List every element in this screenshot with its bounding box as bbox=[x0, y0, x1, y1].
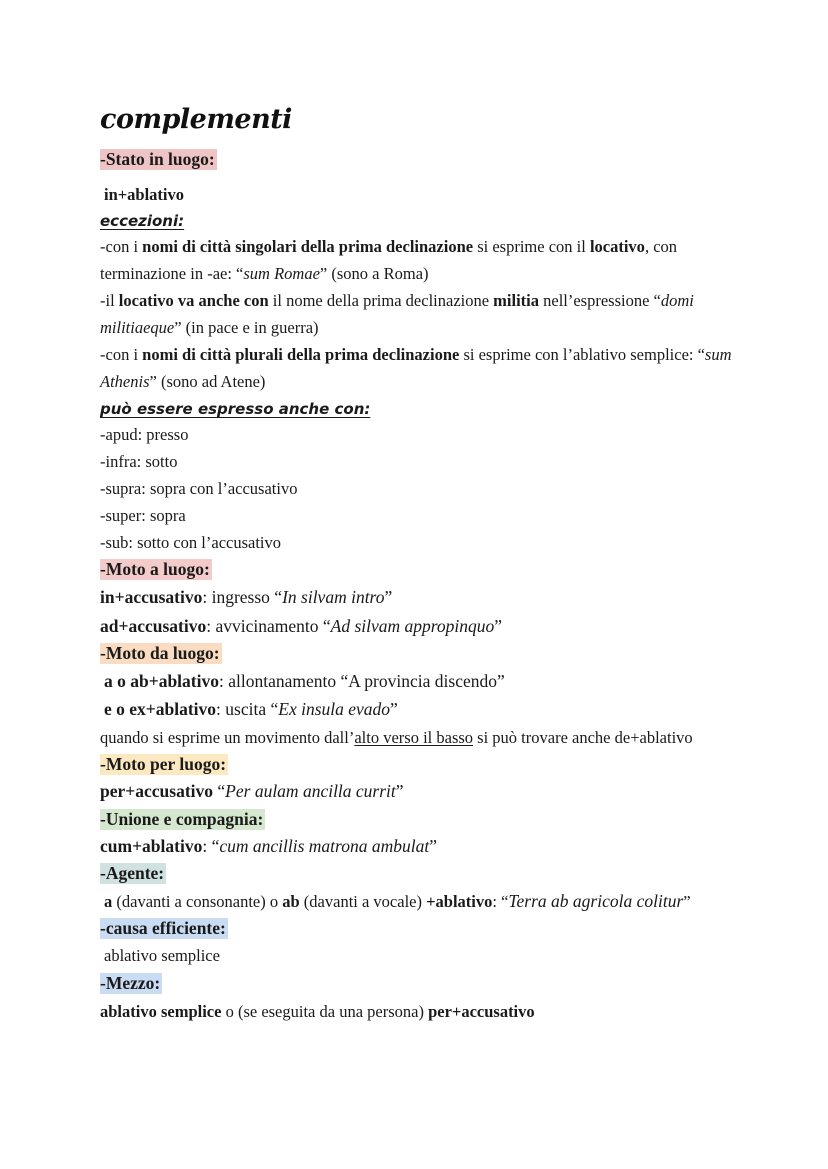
text-span: ” (sono a Roma) bbox=[319, 264, 429, 283]
text-span: : “ bbox=[202, 836, 220, 856]
text-span: +ablativo bbox=[426, 892, 493, 911]
text-span: ” bbox=[384, 587, 393, 607]
text-span: ” (sono ad Atene) bbox=[149, 372, 266, 391]
mezzo-header-label: -Mezzo: bbox=[100, 973, 161, 993]
latin-example: Athenis bbox=[100, 372, 150, 391]
text-span: locativo va anche con bbox=[118, 291, 269, 310]
preposition-item: -apud: presso bbox=[100, 425, 189, 444]
text-span: ad+accusativo bbox=[100, 616, 207, 636]
exception-1-line-2 bbox=[100, 263, 429, 285]
stato-rule bbox=[104, 184, 184, 206]
text-span: nomi di città singolari della prima declinazione bbox=[142, 237, 474, 256]
text-span: in+accusativo bbox=[100, 587, 203, 607]
text-span: ab bbox=[282, 892, 300, 911]
moto-per-header bbox=[100, 753, 228, 776]
text-span: cum+ablativo bbox=[100, 836, 203, 856]
stato-header-label: -Stato in luogo: bbox=[100, 149, 215, 169]
text-span: , con bbox=[644, 237, 678, 256]
text-span: nell’espressione “ bbox=[539, 291, 661, 310]
eccezioni-label bbox=[100, 210, 184, 232]
agente-line-1 bbox=[104, 890, 691, 913]
stato-rule-text: in+ablativo bbox=[104, 185, 185, 204]
anche-label bbox=[100, 398, 370, 420]
mezzo-header bbox=[100, 972, 162, 995]
text-span: o (se eseguita da una persona) bbox=[221, 1002, 429, 1021]
text-span: : uscita “ bbox=[216, 699, 279, 719]
text-span: per+accusativo bbox=[100, 781, 214, 801]
text-span: ” bbox=[494, 616, 503, 636]
exception-3-line-1 bbox=[100, 344, 732, 366]
text-span: -con i bbox=[100, 345, 143, 364]
text-span: “ bbox=[213, 781, 226, 801]
text-span: locativo bbox=[589, 237, 645, 256]
moto-a-line-1 bbox=[100, 586, 392, 608]
page-title: complementi bbox=[100, 104, 292, 135]
exception-2-line-2 bbox=[100, 317, 319, 339]
text-span: ” bbox=[395, 781, 404, 801]
moto-per-header-label: -Moto per luogo: bbox=[100, 754, 227, 774]
latin-example: In silvam intro bbox=[282, 587, 385, 607]
moto-da-header-label: -Moto da luogo: bbox=[100, 643, 220, 663]
moto-per-line-1 bbox=[100, 780, 404, 802]
latin-example: cum ancillis matrona ambulat bbox=[219, 836, 430, 856]
moto-da-line-1 bbox=[104, 670, 505, 692]
agente-header bbox=[100, 862, 166, 885]
latin-example: Per aulam ancilla currit bbox=[225, 781, 396, 801]
preposition-item: -sub: sotto con l’accusativo bbox=[100, 533, 282, 552]
moto-a-line-2 bbox=[100, 615, 502, 637]
causa-header-label: -causa efficiente: bbox=[100, 918, 226, 938]
text-span: quando si esprime un movimento dall’ bbox=[100, 728, 355, 747]
moto-da-line-2 bbox=[104, 698, 398, 720]
preposition-item: -supra: sopra con l’accusativo bbox=[100, 479, 298, 498]
text-span: ” bbox=[429, 836, 437, 856]
exception-1-line-1 bbox=[100, 236, 677, 258]
text-span: il nome della prima declinazione bbox=[268, 291, 494, 310]
text-span: (davanti a vocale) bbox=[299, 892, 427, 911]
text-span: a o ab+ablativo bbox=[104, 671, 219, 691]
moto-da-line-3 bbox=[100, 727, 693, 749]
text-span: (davanti a consonante) o bbox=[112, 892, 283, 911]
unione-header-label: -Unione e compagnia: bbox=[100, 809, 264, 829]
text-span: nomi di città plurali della prima declinazione bbox=[142, 345, 460, 364]
text-span: si esprime con l’ablativo semplice: “ bbox=[459, 345, 705, 364]
latin-example: domi bbox=[660, 291, 694, 310]
moto-a-header-label: -Moto a luogo: bbox=[100, 559, 210, 579]
underlined-text: alto verso il basso bbox=[354, 728, 474, 747]
agente-header-label: -Agente: bbox=[100, 863, 165, 883]
latin-example: Ad silvam appropinquo bbox=[330, 616, 495, 636]
mezzo-line-1 bbox=[100, 1001, 535, 1023]
text-span: : ingresso “ bbox=[202, 587, 283, 607]
text-span: e o ex+ablativo bbox=[104, 699, 217, 719]
unione-line-1 bbox=[100, 835, 437, 857]
text-span: per+accusativo bbox=[428, 1002, 535, 1021]
eccezioni-label-text: eccezioni: bbox=[100, 212, 185, 230]
text-span: ” (in pace e in guerra) bbox=[174, 318, 319, 337]
exception-3-line-2 bbox=[100, 371, 265, 393]
text-span: -con i bbox=[100, 237, 143, 256]
moto-a-header bbox=[100, 558, 212, 581]
anche-label-text: può essere espresso anche con: bbox=[100, 400, 371, 418]
latin-example: Ex insula evado bbox=[278, 699, 391, 719]
text-span: -il bbox=[100, 291, 119, 310]
text-span: ” bbox=[390, 699, 398, 719]
text-span: a bbox=[104, 892, 113, 911]
causa-line-1: ablativo semplice bbox=[104, 946, 220, 965]
moto-da-header bbox=[100, 642, 222, 665]
text-span: : allontanamento “A provincia discendo” bbox=[219, 671, 505, 691]
causa-header bbox=[100, 917, 228, 940]
text-span: : “ bbox=[492, 892, 509, 911]
text-span: si esprime con il bbox=[473, 237, 590, 256]
unione-header bbox=[100, 808, 265, 831]
latin-example: Terra ab agricola colitur bbox=[508, 891, 684, 911]
latin-example: sum Romae bbox=[243, 264, 320, 283]
text-span: ablativo semplice bbox=[100, 1002, 222, 1021]
text-span: : avvicinamento “ bbox=[206, 616, 331, 636]
latin-example: militiaeque bbox=[100, 318, 175, 337]
text-span: terminazione in -ae: “ bbox=[100, 264, 244, 283]
preposition-item: -infra: sotto bbox=[100, 452, 178, 471]
exception-2-line-1 bbox=[100, 290, 694, 312]
text-span: ” bbox=[683, 892, 691, 911]
stato-header bbox=[100, 148, 217, 171]
latin-example: sum bbox=[704, 345, 732, 364]
text-span: si può trovare anche de+ablativo bbox=[473, 728, 693, 747]
preposition-item: -super: sopra bbox=[100, 506, 186, 525]
text-span: militia bbox=[493, 291, 539, 310]
